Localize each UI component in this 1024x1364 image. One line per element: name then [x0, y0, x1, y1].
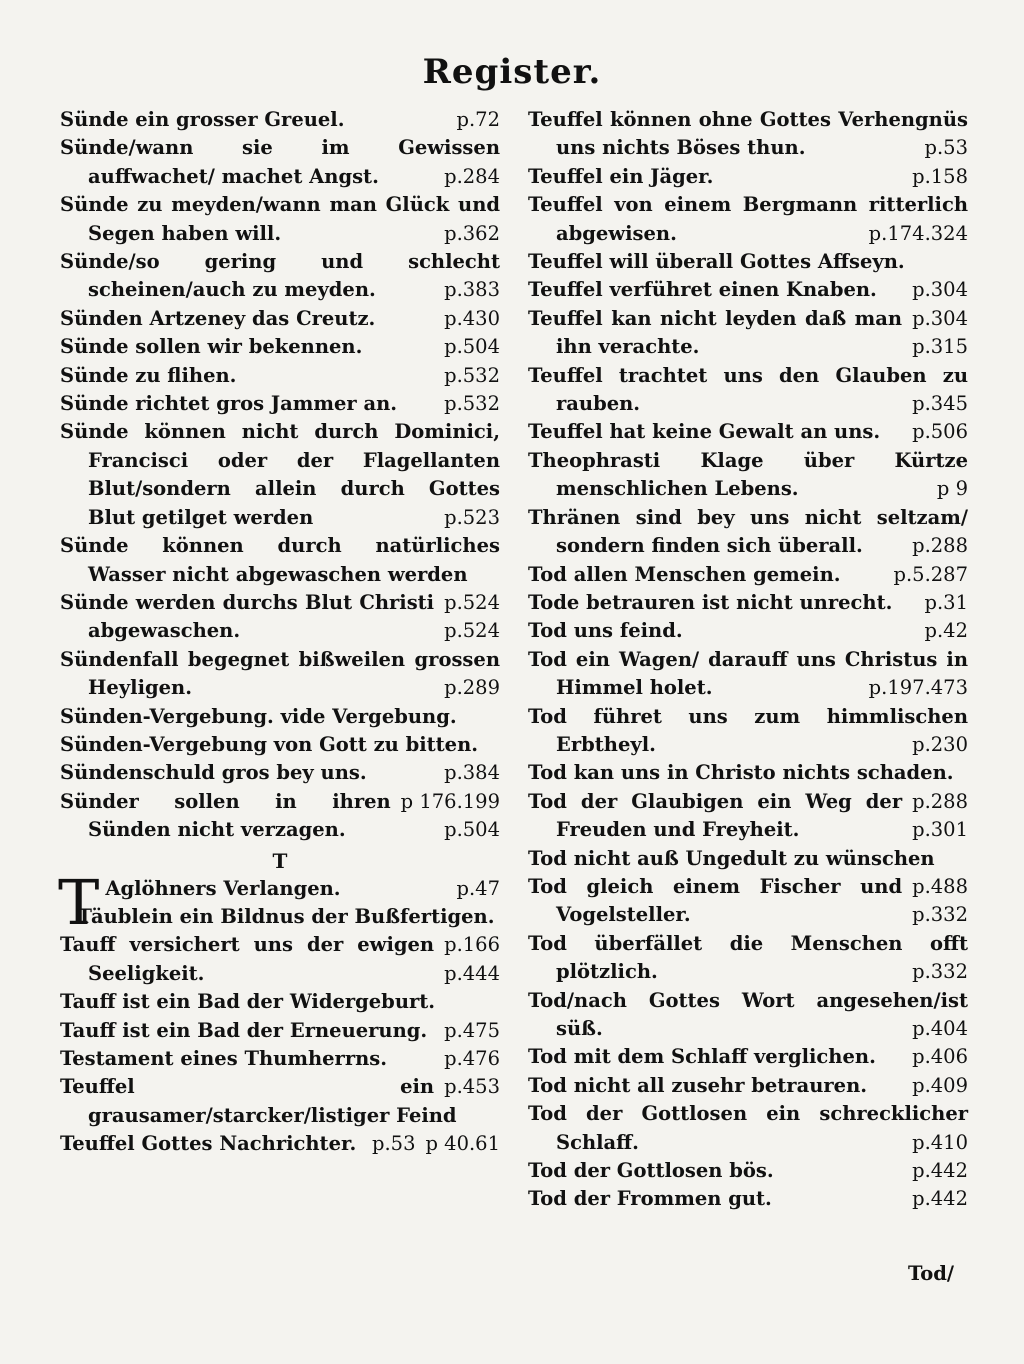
entry-text: Teuffel können ohne Gottes Verhengnüs uns nichts Böses thun. — [528, 108, 968, 160]
entry-text: Sünde ein grosser Greuel. — [60, 108, 345, 131]
index-entry — [528, 788, 968, 845]
entry-text: Tauff ist ein Bad der Widergeburt. — [60, 990, 436, 1014]
entry-page-ref: p.304 — [912, 278, 968, 302]
entry-text: Teuffel trachtet uns den Glauben zu rauben. — [528, 363, 968, 416]
index-entry — [60, 703, 500, 731]
entry-page-ref: p.524 — [444, 619, 500, 643]
entry-text: Tod/nach Gottes Wort angesehen/ist süß. — [528, 988, 968, 1040]
entry-page-ref: p.523 — [444, 505, 500, 529]
entry-page-ref: p.532 — [444, 363, 500, 387]
entry-page-ref: p.453 — [444, 1075, 500, 1099]
index-entry — [528, 447, 968, 504]
index-entry — [60, 362, 500, 390]
entry-page-ref: p.315 — [912, 335, 968, 359]
entry-page-ref: p.53 — [371, 1132, 416, 1156]
index-entry — [528, 1100, 968, 1157]
entry-text: Testament eines Thumherrns. — [60, 1047, 388, 1070]
entry-page-ref: p.5.287 — [893, 562, 968, 586]
entry-text: Sünder sollen in ihren Sünden nicht verzagen. — [60, 789, 391, 842]
entry-page-ref: p.532 — [444, 392, 500, 416]
index-entry — [528, 987, 968, 1044]
index-entry — [528, 873, 968, 930]
index-entry — [528, 845, 968, 898]
index-entry — [60, 333, 500, 361]
entry-text: Sünde zu flihen. — [60, 363, 237, 387]
index-entry — [528, 191, 968, 248]
index-entry — [528, 617, 968, 645]
entry-page-ref: p.53 — [924, 136, 968, 160]
index-entry — [528, 1072, 968, 1100]
entry-text: Theophrasti Klage über Kürtze menschlichen Lebens. — [528, 448, 968, 501]
entry-page-ref: p.410 — [912, 1130, 968, 1154]
entry-page-ref: p.72 — [456, 108, 500, 131]
entry-page-ref: p.383 — [444, 278, 500, 302]
entry-page-ref: p.488 — [912, 874, 968, 898]
entry-text: Sünden Artzeney das Creutz. — [60, 306, 376, 330]
index-entry — [528, 163, 968, 191]
entry-text: Tod der Glaubigen ein Weg der Freuden und Freyheit. — [528, 789, 903, 842]
drop-cap: T — [58, 865, 100, 939]
entry-page-ref: p.158 — [912, 164, 968, 188]
index-entry — [60, 532, 500, 614]
index-entry — [528, 418, 968, 446]
index-entry — [528, 703, 968, 760]
entry-text: Thränen sind bey uns nicht seltzam/ sondern finden sich überall. — [528, 505, 968, 558]
entry-text: Teuffel kan nicht leyden daß man ihn verachte. — [528, 306, 903, 359]
entry-text: Tod uns feind. — [528, 619, 683, 643]
entry-page-ref: p.42 — [924, 619, 968, 643]
entry-text: Teuffel verführet einen Knaben. — [528, 278, 877, 302]
entry-page-ref: p.444 — [444, 961, 500, 985]
entry-page-ref: p.166 — [444, 933, 500, 957]
index-entry — [528, 1157, 968, 1185]
entry-page-ref: p.345 — [912, 392, 968, 416]
index-entry — [528, 759, 968, 813]
entry-text: Tode betrauren ist nicht unrecht. — [528, 590, 893, 614]
entry-text: Teuffel will überall Gottes Affseyn. — [528, 250, 905, 274]
entry-page-ref: p.197.473 — [868, 676, 968, 700]
entry-text: Sünden-Vergebung von Gott zu bitten. — [60, 732, 479, 756]
entry-page-ref: p.430 — [444, 306, 500, 330]
index-entry — [528, 930, 968, 987]
entry-page-ref: p.442 — [912, 1159, 968, 1183]
index-entry — [528, 305, 968, 362]
entry-page-ref: p.289 — [444, 676, 500, 700]
index-entry — [528, 561, 968, 589]
entry-text: Sünde sollen wir bekennen. — [60, 335, 363, 359]
entry-page-ref: p.304 — [912, 306, 968, 330]
entry-text: Teuffel hat keine Gewalt an uns. — [528, 420, 881, 444]
index-entry — [60, 589, 500, 646]
left-entries — [60, 106, 500, 845]
entry-page-ref: p 40.61 — [425, 1132, 500, 1156]
catchword: Tod/ — [908, 1262, 955, 1285]
entry-text: Sündenschuld gros bey uns. — [60, 761, 367, 785]
entry-text: Tod nicht all zusehr betrauren. — [528, 1073, 868, 1097]
index-entry — [528, 362, 968, 419]
right-entries — [528, 106, 968, 1214]
entry-text: Tod allen Menschen gemein. — [528, 562, 841, 586]
entry-text: Sünde/wann sie im Gewissen auffwachet/ machet Angst. — [60, 136, 500, 188]
index-entry — [528, 106, 968, 163]
entry-text: Tod der Gottlosen bös. — [528, 1159, 774, 1183]
entry-text: Teuffel ein grausamer/starcker/listiger Feind — [60, 1075, 457, 1127]
entry-page-ref: p 176.199 — [400, 789, 500, 813]
entry-text: Aglöhners Verlangen. — [105, 876, 341, 900]
index-entry — [528, 1185, 968, 1213]
entry-page-ref: p.504 — [444, 335, 500, 359]
index-entry — [60, 903, 500, 957]
entry-page-ref: p.31 — [924, 590, 968, 614]
entry-page-ref: p.288 — [912, 789, 968, 813]
entry-text: Tod kan uns in Christo nichts schaden. — [528, 761, 954, 785]
entry-page-ref: p.475 — [444, 1018, 500, 1042]
entry-text: Täublein ein Bildnus der Bußfertigen. — [77, 904, 495, 928]
index-entry — [60, 390, 500, 418]
entry-text: Teuffel Gottes Nachrichter. — [60, 1132, 357, 1156]
index-entry — [60, 134, 500, 191]
entry-page-ref: p.504 — [444, 818, 500, 842]
entry-text: Teuffel von einem Bergmann ritterlich abgewisen. — [528, 193, 968, 245]
entry-text: Sündenfall begegnet bißweilen grossen Heyligen. — [60, 647, 500, 700]
entry-text: Sünden-Vergebung. vide Vergebung. — [60, 704, 457, 728]
index-entry — [60, 248, 500, 305]
entry-text: Tod der Frommen gut. — [528, 1187, 772, 1211]
entry-text: Tod führet uns zum himmlischen Erbtheyl. — [528, 704, 968, 756]
entry-text: Sünde/so gering und schlecht scheinen/auch zu meyden. — [60, 250, 500, 302]
index-entry — [60, 305, 500, 333]
section-letter: T — [272, 848, 288, 873]
entry-text: Tod mit dem Schlaff verglichen. — [528, 1045, 876, 1069]
index-entry — [60, 646, 500, 703]
entry-text: Tod nicht auß Ungedult zu wünschen — [528, 846, 935, 870]
right-column — [528, 106, 968, 1214]
entry-page-ref: p.506 — [912, 420, 968, 444]
index-entry — [528, 589, 968, 617]
index-entry — [60, 191, 500, 248]
entry-text: Tod der Gottlosen ein schrecklicher Schlaff. — [528, 1102, 968, 1154]
entry-text: Sünde können durch natürliches Wasser nicht abgewaschen werden — [60, 534, 500, 586]
left-t-entries — [58, 865, 500, 1159]
index-entry — [528, 646, 968, 703]
index-entry — [528, 504, 968, 561]
entry-page-ref: p.442 — [912, 1187, 968, 1211]
entry-text: Tauff ist ein Bad der Erneuerung. — [60, 1018, 428, 1042]
index-entry — [60, 418, 500, 532]
entry-page-ref: p.230 — [912, 732, 968, 756]
entry-page-ref: p 9 — [936, 477, 968, 501]
entry-page-ref: p.476 — [444, 1047, 500, 1070]
entry-text: Sünde können nicht durch Dominici, Francisci oder der Flagellanten Blut/sondern allein durch Gottes Blut getilget werden — [60, 420, 500, 529]
index-entry — [60, 931, 500, 988]
entry-page-ref: p.301 — [912, 818, 968, 842]
entry-text: Sünde werden durchs Blut Christi abgewaschen. — [60, 590, 435, 643]
entry-page-ref: p.47 — [456, 876, 500, 900]
entry-text: Sünde zu meyden/wann man Glück und Segen haben will. — [60, 193, 500, 245]
entry-text: Teuffel ein Jäger. — [528, 164, 714, 188]
entry-page-ref: p.332 — [912, 903, 968, 927]
left-column — [60, 106, 500, 1159]
entry-page-ref: p.524 — [444, 590, 500, 614]
entry-page-ref: p.332 — [912, 960, 968, 984]
index-entry — [528, 1043, 968, 1071]
entry-page-ref: p.406 — [912, 1045, 968, 1069]
entry-page-ref: p.284 — [444, 164, 500, 188]
entry-page-ref: p.384 — [444, 761, 500, 785]
entry-text: Tod gleich einem Fischer und Vogelsteller. — [528, 874, 903, 927]
entry-text: Tod überfället die Menschen offt plötzlich. — [528, 931, 968, 984]
entry-page-ref: p.404 — [912, 1017, 968, 1040]
entry-page-ref: p.362 — [444, 221, 500, 245]
entry-page-ref: p.288 — [912, 534, 968, 558]
entry-page-ref: p.409 — [912, 1073, 968, 1097]
entry-page-ref: p.174.324 — [868, 221, 968, 245]
index-entry — [60, 106, 500, 134]
entry-text: Sünde richtet gros Jammer an. — [60, 392, 398, 416]
page-title: Register. — [422, 52, 602, 92]
entry-text: Tauff versichert uns der ewigen Seeligkeit. — [60, 933, 435, 985]
entry-text: Tod ein Wagen/ darauff uns Christus in Himmel holet. — [528, 647, 968, 700]
